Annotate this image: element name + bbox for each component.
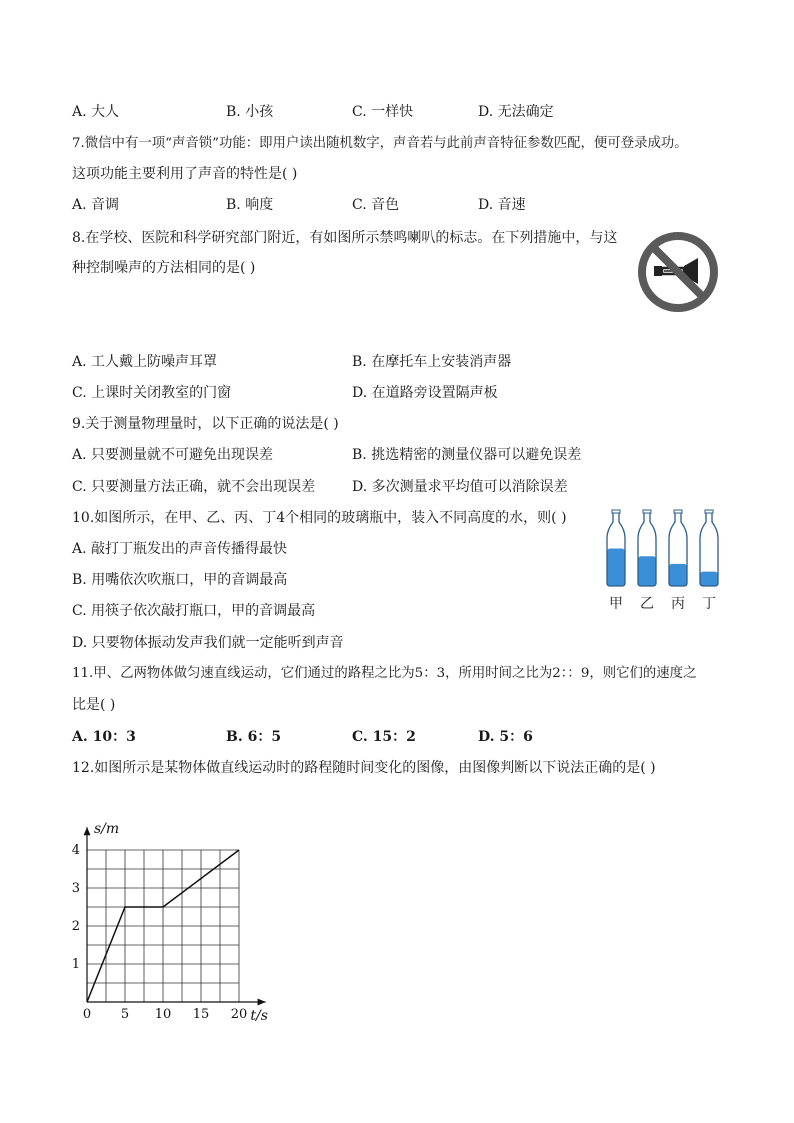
bottle-4: [700, 510, 718, 612]
y-tick-label: 1: [71, 957, 80, 972]
y-axis-label: s/m: [94, 821, 120, 838]
q6-option-d: D. 无法确定: [478, 104, 554, 120]
bottle-2: [638, 510, 656, 612]
q10-option-a: A. 敲打丁瓶发出的声音传播得最快: [72, 541, 288, 557]
bottle-neck-rim: [612, 510, 620, 513]
q10-option-b: B. 用嘴依次吹瓶口，甲的音调最高: [72, 572, 288, 588]
q7-option-a: A. 音调: [72, 197, 120, 213]
water-fill: [700, 572, 718, 586]
q8-option-d: D. 在道路旁设置隔声板: [352, 385, 498, 401]
bottle-neck-rim: [705, 510, 713, 513]
water-fill: [669, 564, 687, 586]
y-tick-label: 2: [71, 919, 80, 934]
bottle-label: 甲: [609, 596, 623, 612]
q8-stem-line1: 8.在学校、医院和科学研究部门附近，有如图所示禁鸣喇叭的标志。在下列措施中，与这: [72, 230, 618, 246]
q7-stem-line2: 这项功能主要利用了声音的特性是( ): [72, 166, 298, 182]
x-tick-label: 20: [230, 1007, 248, 1022]
x-axis-label: t/s: [250, 1008, 268, 1024]
bottle-neck-rim: [674, 510, 682, 513]
q10-option-d: D. 只要物体振动发声我们就一定能听到声音: [72, 635, 344, 651]
q7-option-b: B. 响度: [226, 197, 274, 213]
q11-option-c: C. 15：2: [352, 729, 416, 745]
q11-option-a: A. 10：3: [72, 729, 136, 745]
q6-option-b: B. 小孩: [226, 104, 274, 120]
no-horn-sign-icon: [636, 230, 720, 314]
q11-option-d: D. 5：6: [478, 729, 533, 745]
q11-stem-line2: 比是( ): [72, 697, 116, 713]
bottle-3: [669, 510, 687, 612]
water-fill: [607, 549, 625, 586]
x-axis-arrow: [258, 999, 266, 1006]
q7-option-c: C. 音色: [352, 197, 400, 213]
water-fill: [638, 556, 656, 586]
q9-option-a: A. 只要测量就不可避免出现误差: [72, 447, 274, 463]
q8-option-c: C. 上课时关闭教室的门窗: [72, 385, 232, 401]
q6-option-a: A. 大人: [72, 104, 120, 120]
q8-option-a: A. 工人戴上防噪声耳罩: [72, 354, 218, 370]
q11-option-b: B. 6：5: [226, 729, 282, 745]
x-tick-label: 10: [154, 1007, 172, 1022]
s-t-graph: [70, 812, 290, 1032]
y-tick-label: 3: [71, 881, 80, 896]
bottles-figure: [600, 508, 730, 616]
x-tick-label: 5: [120, 1007, 130, 1022]
x-tick-label: 15: [192, 1007, 210, 1022]
y-tick-label: 4: [71, 843, 80, 858]
x-tick-label: 0: [82, 1007, 92, 1022]
q11-stem-line1: 11.甲、乙两物体做匀速直线运动，它们通过的路程之比为5：3，所用时间之比为2：：9，则它们的速度之: [72, 666, 697, 681]
q10-stem: 10.如图所示，在甲、乙、丙、丁4个相同的玻璃瓶中，装入不同高度的水，则( ): [72, 510, 567, 526]
bottle-neck-rim: [643, 510, 651, 513]
q7-stem-line1: 7.微信中有一项“声音锁”功能：即用户读出随机数字，声音若与此前声音特征参数匹配，便可登录成功。: [72, 136, 688, 151]
q10-option-c: C. 用筷子依次敲打瓶口，甲的音调最高: [72, 603, 316, 619]
q8-stem-line2: 种控制噪声的方法相同的是( ): [72, 260, 256, 276]
q6-option-c: C. 一样快: [352, 104, 414, 120]
bottle-label: 乙: [640, 596, 654, 612]
q12-stem: 12.如图所示是某物体做直线运动时的路程随时间变化的图像，由图像判断以下说法正确的是( ): [72, 760, 656, 776]
grid: [87, 850, 239, 1002]
bottle-label: 丙: [671, 596, 685, 612]
q9-stem: 9.关于测量物理量时，以下正确的说法是( ): [72, 416, 339, 432]
q7-option-d: D. 音速: [478, 197, 526, 213]
q9-option-c: C. 只要测量方法正确，就不会出现误差: [72, 479, 316, 495]
q9-option-d: D. 多次测量求平均值可以消除误差: [352, 479, 568, 495]
q9-option-b: B. 挑选精密的测量仪器可以避免误差: [352, 447, 582, 463]
bottle-1: [607, 510, 625, 612]
q8-option-b: B. 在摩托车上安装消声器: [352, 354, 512, 370]
y-axis-arrow: [84, 827, 91, 835]
bottle-label: 丁: [702, 596, 716, 612]
